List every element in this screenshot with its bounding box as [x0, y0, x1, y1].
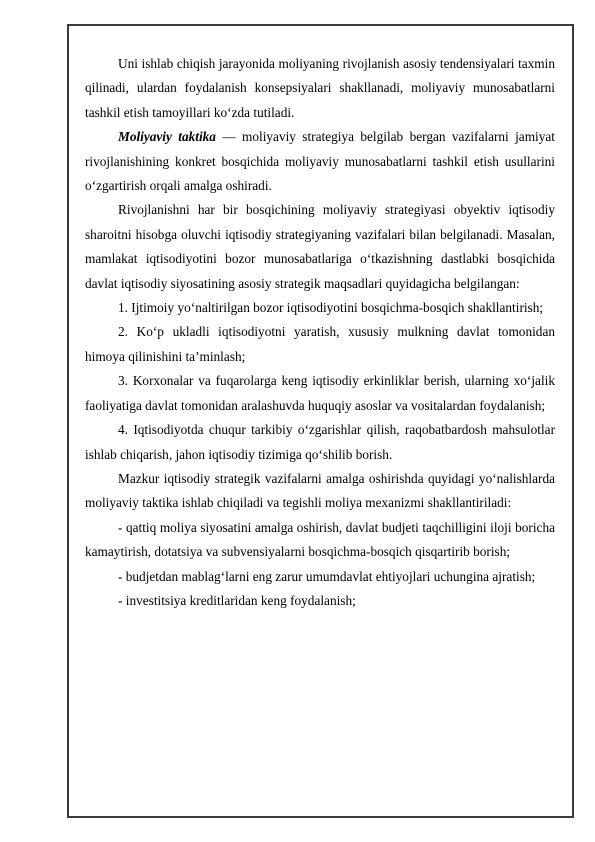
paragraph-forecast: Uni ishlab chiqish jarayonida moliyaning rivojlanish asosiy tendensiyalari taxmin qilinadi, ulardan foydalanish konsepsiyalari shakllanadi, moliyaviy munosabatlarni tashkil etish tamoyillari ko‘zda tutiladi.: [85, 56, 555, 120]
definition-text: — moliyaviy strategiya belgilab bergan vazifalarni jamiyat rivojlanishining konkret bosqichida moliyaviy munosabatlarni tashkil etish usullarini o‘zgartirish orqali amalga oshiradi.: [85, 129, 555, 194]
list-item-goal-4: 4. Iqtisodiyotda chuqur tarkibiy o‘zgarishlar qilish, raqobatbardosh mahsulotlar ishlab chiqarish, jahon iqtisodiy tizimiga qo‘shilib borish.: [85, 422, 555, 462]
list-item-goal-1: 1. Ijtimoiy yo‘naltirilgan bozor iqtisodiyotini bosqichma-bosqich shakllantirish;: [118, 300, 544, 316]
document-body: [85, 52, 555, 613]
list-item-goal-3: 3. Korxonalar va fuqarolarga keng iqtisodiy erkinliklar berish, ularning xo‘jalik faoliyatiga davlat tomonidan aralashuvda huquqiy asoslar va vositalardan foydalanish;: [85, 373, 555, 413]
list-item-goal-2: 2. Ko‘p ukladli iqtisodiyotni yaratish, xususiy mulkning davlat tomonidan himoya qilinishini ta’minlash;: [85, 324, 555, 364]
bullet-item-budget-allocation: - budjetdan mablag‘larni eng zarur umumdavlat ehtiyojlari uchungina ajratish;: [118, 568, 536, 584]
defined-term: Moliyaviy taktika: [118, 129, 216, 145]
paragraph-strategy: Rivojlanishni har bir bosqichining moliyaviy strategiyasi obyektiv iqtisodiy sharoitni hisobga oluvchi iqtisodiy strategiyaning vazifalari bilan belgilanadi. Masalan, mamlakat iqtisodiyotini bozor munosabatlariga o‘tkazishning dastlabki bosqichida davlat iqtisodiy siyosatining asosiy strategik maqsadlari quyidagicha belgilangan:: [85, 202, 555, 291]
paragraph-directions: Mazkur iqtisodiy strategik vazifalarni amalga oshirishda quyidagi yo‘nalishlarda moliyaviy taktika ishlab chiqiladi va tegishli moliya mexanizmi shakllantiriladi:: [85, 470, 555, 511]
bullet-item-investment-credit: - investitsiya kreditlaridan keng foydalanish;: [118, 592, 356, 608]
bullet-item-fiscal-policy: - qattiq moliya siyosatini amalga oshirish, davlat budjeti taqchilligini iloji boricha kamaytirish, dotatsiya va subvensiyalarni bosqichma-bosqich qisqartirib borish;: [85, 519, 555, 560]
paragraph-tactics-definition: [85, 125, 555, 198]
